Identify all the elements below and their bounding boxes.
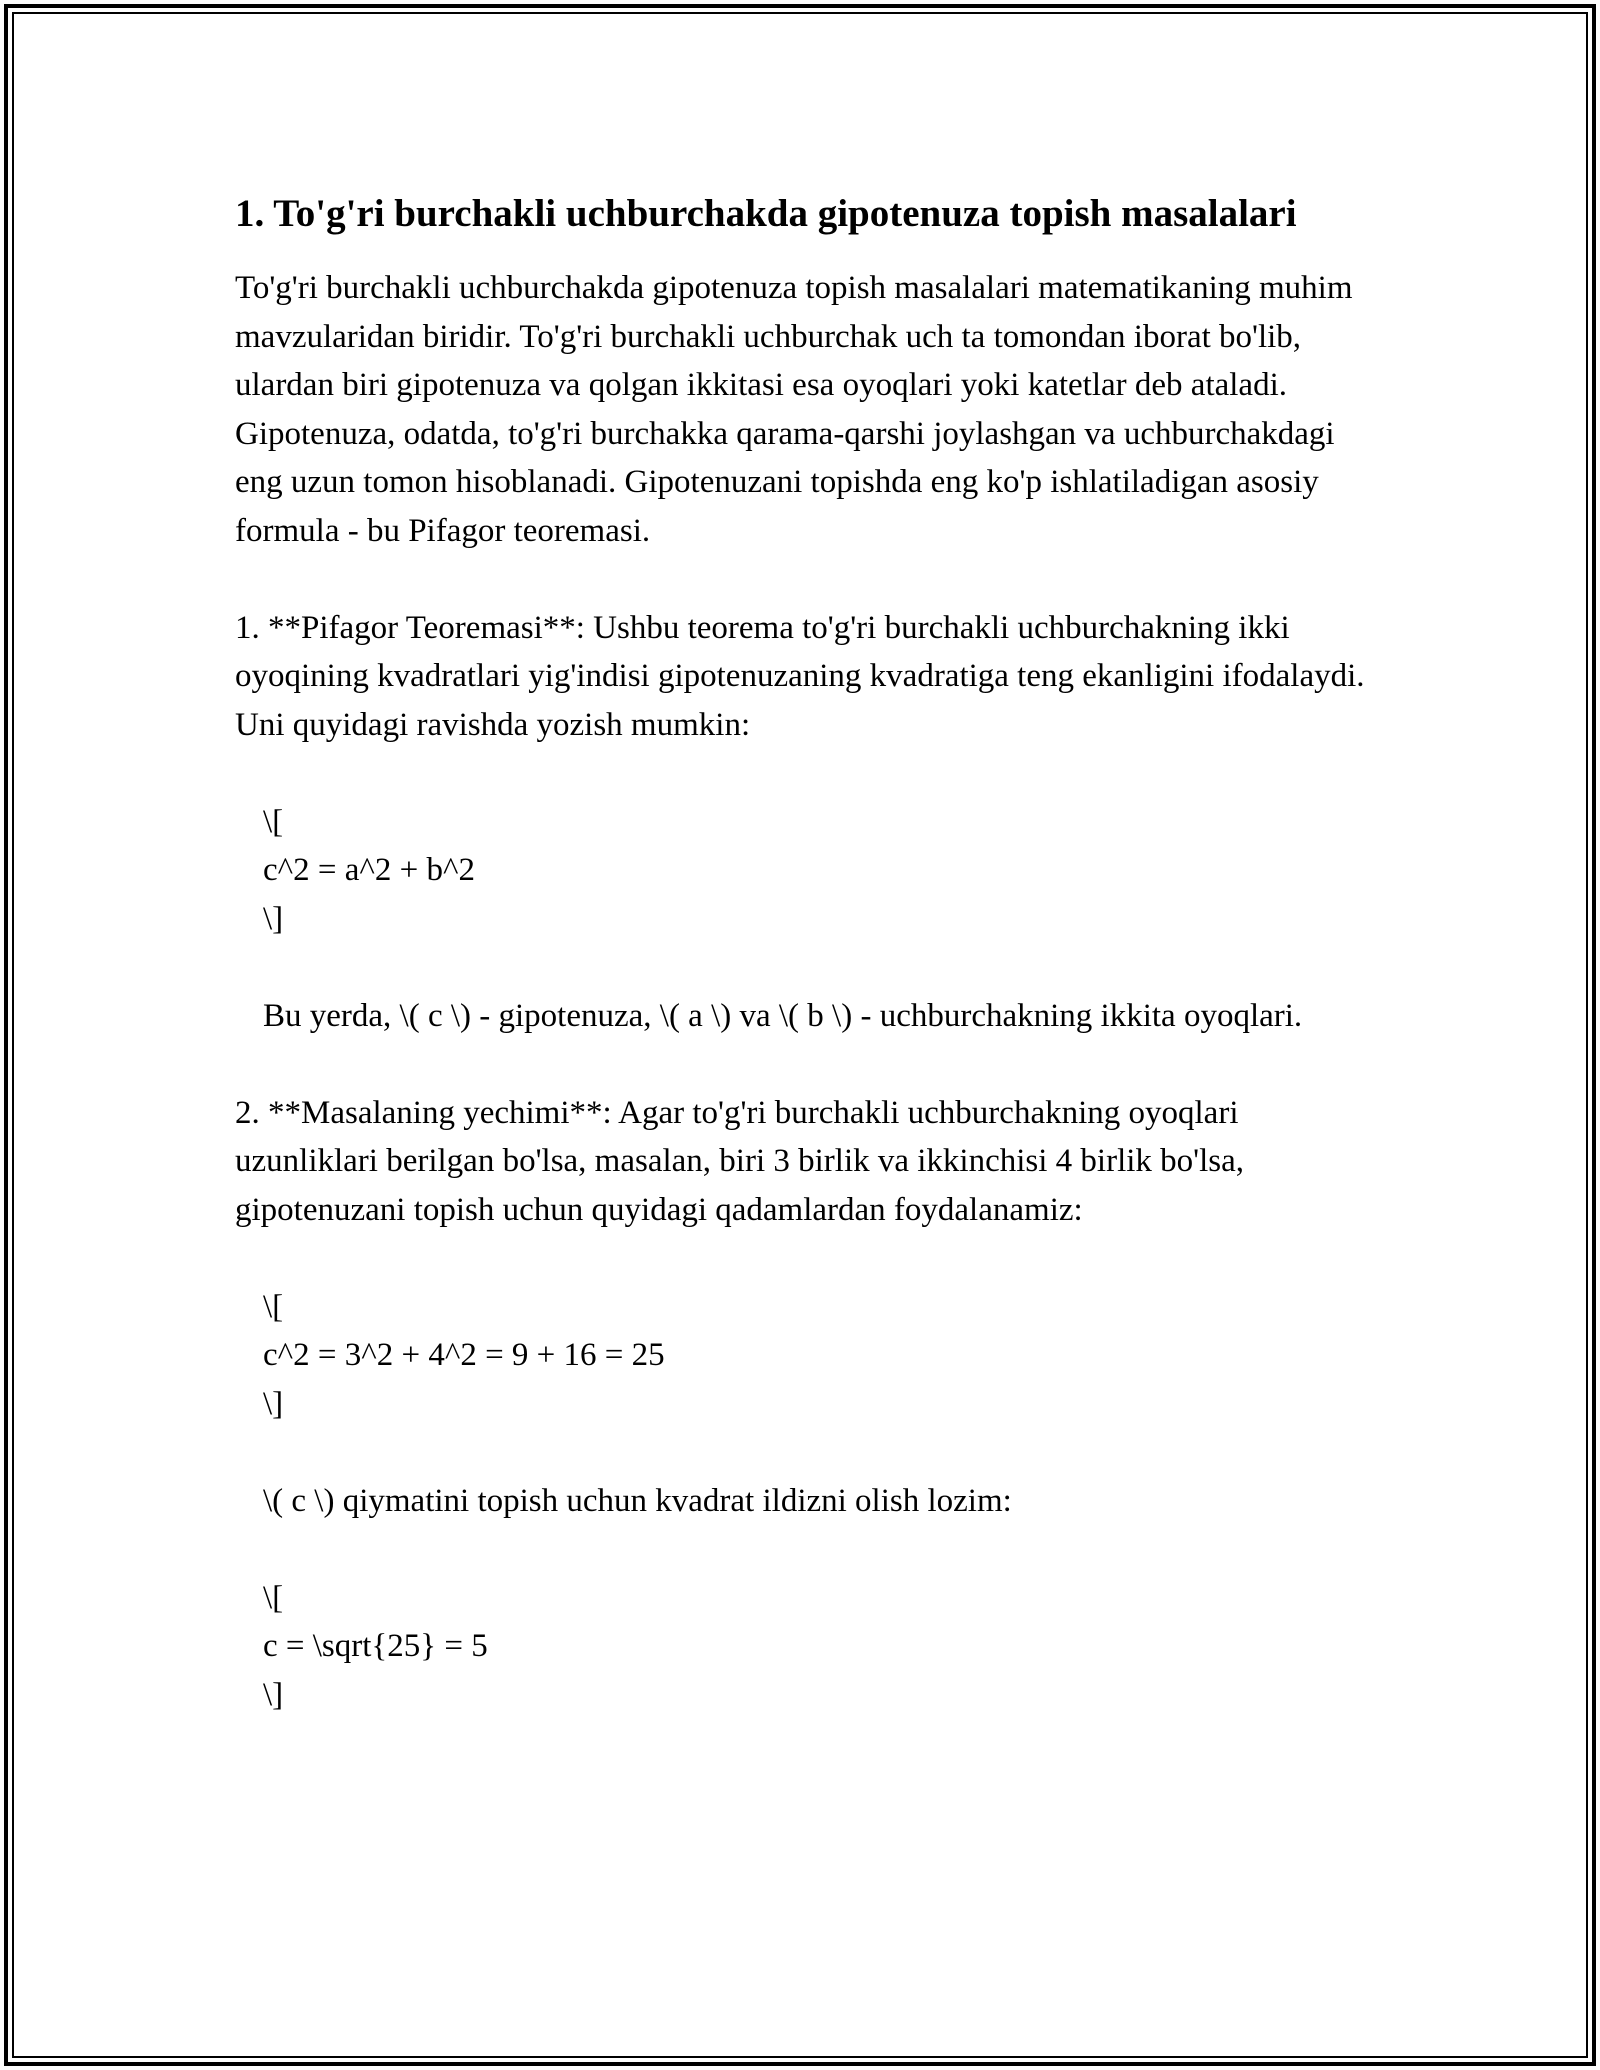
spacer xyxy=(235,943,1385,992)
item-2-formula-1 xyxy=(235,1283,1385,1429)
section-heading: 1. To'g'ri burchakli uchburchakda gipotenuza topish masalalari xyxy=(235,192,1297,235)
formula-line: \] xyxy=(263,1676,284,1713)
formula-line: c^2 = 3^2 + 4^2 = 9 + 16 = 25 xyxy=(263,1337,665,1373)
item-2-text: 2. **Masalaning yechimi**: Agar to'g'ri burchakli uchburchakning oyoqlari uzunliklari berilgan bo'lsa, masalan, biri 3 birlik va ikkinchisi 4 birlik bo'lsa, gipotenuzani topish uchun quyidagi qadamlardan foydalanamiz: xyxy=(235,1094,1245,1228)
formula-line: \[ xyxy=(263,1579,284,1616)
spacer xyxy=(235,1428,1385,1477)
formula-line: \] xyxy=(263,1385,284,1422)
item-1-text: 1. **Pifagor Teoremasi**: Ushbu teorema to'g'ri burchakli uchburchakning ikki oyoqining kvadratlari yig'indisi gipotenuzaning kvadratiga teng ekanligini ifodalaydi. Uni quyidagi ravishda yozish mumkin: xyxy=(235,609,1365,743)
spacer xyxy=(235,555,1385,604)
formula-line: \] xyxy=(263,900,284,937)
item-2-formula-2 xyxy=(235,1574,1385,1720)
formula-line: c^2 = a^2 + b^2 xyxy=(263,852,475,888)
spacer xyxy=(235,749,1385,798)
spacer xyxy=(235,1525,1385,1574)
formula-line: \[ xyxy=(263,1288,284,1325)
item-1-formula xyxy=(235,798,1385,944)
formula-line: \[ xyxy=(263,803,284,840)
document-body xyxy=(235,186,1385,1719)
item-2-note: \( c \) qiymatini topish uchun kvadrat ildizni olish lozim: xyxy=(263,1482,1012,1519)
intro-paragraph: To'g'ri burchakli uchburchakda gipotenuza topish masalalari matematikaning muhim mavzularidan biridir. To'g'ri burchakli uchburchak uch ta tomondan iborat bo'lib, ulardan biri gipotenuza va qolgan ikkitasi esa oyoqlari yoki katetlar deb ataladi. Gipotenuza, odatda, to'g'ri burchakka qarama-qarshi joylashgan va uchburchakdagi eng uzun tomon hisoblanadi. Gipotenuzani topishda eng ko'p ishlatiladigan asosiy formula - bu Pifagor teoremasi. xyxy=(235,270,1353,549)
formula-line: c = \sqrt{25} = 5 xyxy=(263,1628,488,1664)
item-1-note: Bu yerda, \( c \) - gipotenuza, \( a \) va \( b \) - uchburchakning ikkita oyoqlari. xyxy=(263,997,1303,1034)
spacer xyxy=(235,1040,1385,1089)
spacer xyxy=(235,1234,1385,1283)
